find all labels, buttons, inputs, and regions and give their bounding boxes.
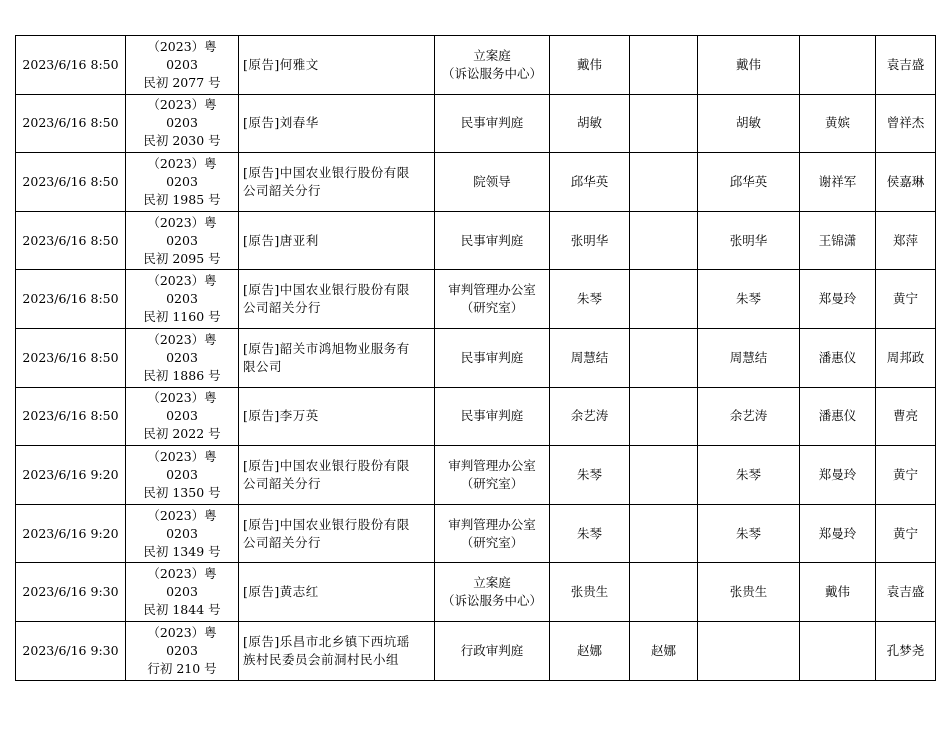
presiding-judge-cell: 余艺涛 [698, 387, 800, 446]
hearing-time-cell: 2023/6/16 9:20 [16, 446, 126, 505]
panel-member-cell: 戴伟 [800, 563, 876, 622]
case-number-line2: 民初 2077 号 [143, 74, 221, 90]
table-row [16, 446, 936, 505]
department-line1: 审判管理办公室 [448, 282, 536, 298]
department-line2: （诉讼服务中心） [441, 65, 542, 81]
table-row [16, 94, 936, 153]
department-cell [435, 94, 550, 153]
presiding-judge-cell: 朱琴 [698, 270, 800, 329]
presiding-judge-cell [698, 621, 800, 680]
party-cell [239, 387, 435, 446]
department-line2: （研究室） [460, 475, 524, 491]
panel-member-cell: 郑曼玲 [800, 504, 876, 563]
case-number-line2: 民初 1985 号 [143, 191, 221, 207]
case-number-line2: 民初 1350 号 [143, 484, 221, 500]
panel-member-cell: 郑曼玲 [800, 270, 876, 329]
judge-cell: 朱琴 [550, 504, 630, 563]
department-line1: 立案庭 [473, 47, 511, 63]
department-line1: 民事审判庭 [460, 349, 524, 365]
party-line1: [原告]韶关市鸿旭物业服务有 [243, 340, 410, 356]
case-number-line2: 行初 210 号 [147, 660, 217, 676]
extra-judge-cell [630, 387, 698, 446]
case-number-cell [126, 328, 239, 387]
department-cell [435, 563, 550, 622]
hearing-schedule-table [15, 35, 936, 681]
department-cell [435, 211, 550, 270]
case-number-line2: 民初 2030 号 [143, 133, 221, 149]
judge-cell: 张贵生 [550, 563, 630, 622]
panel-member-cell [800, 621, 876, 680]
extra-judge-cell [630, 446, 698, 505]
case-number-cell [126, 270, 239, 329]
table-row [16, 563, 936, 622]
department-cell [435, 36, 550, 95]
extra-judge-cell [630, 270, 698, 329]
clerk-cell: 黄宁 [876, 270, 936, 329]
party-line1: [原告]李万英 [243, 408, 319, 424]
judge-cell: 胡敏 [550, 94, 630, 153]
hearing-time-cell: 2023/6/16 8:50 [16, 387, 126, 446]
table-row [16, 621, 936, 680]
panel-member-cell: 郑曼玲 [800, 446, 876, 505]
department-line2: （诉讼服务中心） [441, 593, 542, 609]
case-number-cell [126, 621, 239, 680]
clerk-cell: 袁吉盛 [876, 563, 936, 622]
panel-member-cell: 潘惠仪 [800, 328, 876, 387]
case-number-cell [126, 153, 239, 212]
clerk-cell: 侯嘉琳 [876, 153, 936, 212]
case-number-line2: 民初 1886 号 [143, 367, 221, 383]
party-line1: [原告]唐亚利 [243, 232, 319, 248]
party-line1: [原告]中国农业银行股份有限 [243, 164, 410, 180]
case-number-line2: 民初 2022 号 [143, 426, 221, 442]
judge-cell: 余艺涛 [550, 387, 630, 446]
case-number-line1: （2023）粤 0203 [147, 448, 217, 482]
case-number-cell [126, 94, 239, 153]
hearing-time-cell: 2023/6/16 9:30 [16, 563, 126, 622]
department-line2: （研究室） [460, 300, 524, 316]
department-line1: 院领导 [473, 173, 511, 189]
judge-cell: 张明华 [550, 211, 630, 270]
case-number-line1: （2023）粤 0203 [147, 155, 217, 189]
hearing-time-cell: 2023/6/16 8:50 [16, 153, 126, 212]
case-number-line1: （2023）粤 0203 [147, 331, 217, 365]
extra-judge-cell [630, 94, 698, 153]
table-row [16, 153, 936, 212]
case-number-line1: （2023）粤 0203 [147, 273, 217, 307]
party-line2: 公司韶关分行 [243, 300, 322, 316]
department-cell [435, 446, 550, 505]
extra-judge-cell [630, 328, 698, 387]
judge-cell: 朱琴 [550, 270, 630, 329]
party-cell [239, 563, 435, 622]
clerk-cell: 黄宁 [876, 446, 936, 505]
party-cell [239, 94, 435, 153]
presiding-judge-cell: 朱琴 [698, 504, 800, 563]
clerk-cell: 曹亮 [876, 387, 936, 446]
department-line1: 立案庭 [473, 575, 511, 591]
judge-cell: 赵娜 [550, 621, 630, 680]
extra-judge-cell [630, 36, 698, 95]
party-cell [239, 621, 435, 680]
department-line1: 民事审判庭 [460, 232, 524, 248]
extra-judge-cell [630, 504, 698, 563]
case-number-cell [126, 211, 239, 270]
party-line1: [原告]刘春华 [243, 115, 319, 131]
panel-member-cell: 黄嫔 [800, 94, 876, 153]
presiding-judge-cell: 张明华 [698, 211, 800, 270]
judge-cell: 戴伟 [550, 36, 630, 95]
extra-judge-cell [630, 563, 698, 622]
hearing-time-cell: 2023/6/16 8:50 [16, 270, 126, 329]
party-line2: 公司韶关分行 [243, 182, 322, 198]
hearing-time-cell: 2023/6/16 8:50 [16, 328, 126, 387]
department-line1: 行政审判庭 [460, 642, 524, 658]
case-number-cell [126, 36, 239, 95]
hearing-time-cell: 2023/6/16 8:50 [16, 211, 126, 270]
party-line1: [原告]黄志红 [243, 584, 319, 600]
hearing-time-cell: 2023/6/16 8:50 [16, 94, 126, 153]
case-number-line1: （2023）粤 0203 [147, 507, 217, 541]
party-line1: [原告]何雅文 [243, 56, 319, 72]
department-cell [435, 328, 550, 387]
party-line1: [原告]中国农业银行股份有限 [243, 457, 410, 473]
department-line1: 审判管理办公室 [448, 457, 536, 473]
party-cell [239, 504, 435, 563]
case-number-line1: （2023）粤 0203 [147, 624, 217, 658]
judge-cell: 朱琴 [550, 446, 630, 505]
department-cell [435, 621, 550, 680]
table-row [16, 211, 936, 270]
table-row [16, 504, 936, 563]
party-line1: [原告]中国农业银行股份有限 [243, 282, 410, 298]
table-row [16, 328, 936, 387]
clerk-cell: 孔梦尧 [876, 621, 936, 680]
clerk-cell: 袁吉盛 [876, 36, 936, 95]
table-row [16, 36, 936, 95]
hearing-schedule-body [16, 36, 936, 681]
case-number-cell [126, 446, 239, 505]
judge-cell: 周慧结 [550, 328, 630, 387]
party-line1: [原告]中国农业银行股份有限 [243, 516, 410, 532]
party-cell [239, 211, 435, 270]
party-cell [239, 328, 435, 387]
table-row [16, 387, 936, 446]
presiding-judge-cell: 周慧结 [698, 328, 800, 387]
party-line2: 公司韶关分行 [243, 475, 322, 491]
panel-member-cell: 谢祥军 [800, 153, 876, 212]
case-number-line1: （2023）粤 0203 [147, 38, 217, 72]
department-line1: 民事审判庭 [460, 408, 524, 424]
case-number-line1: （2023）粤 0203 [147, 390, 217, 424]
table-row [16, 270, 936, 329]
party-line1: [原告]乐昌市北乡镇下西坑瑶 [243, 633, 410, 649]
case-number-cell [126, 504, 239, 563]
presiding-judge-cell: 张贵生 [698, 563, 800, 622]
case-number-line2: 民初 1349 号 [143, 543, 221, 559]
department-line2: （研究室） [460, 534, 524, 550]
department-cell [435, 153, 550, 212]
party-line2: 公司韶关分行 [243, 534, 322, 550]
clerk-cell: 郑萍 [876, 211, 936, 270]
presiding-judge-cell: 朱琴 [698, 446, 800, 505]
presiding-judge-cell: 戴伟 [698, 36, 800, 95]
party-cell [239, 36, 435, 95]
case-number-line1: （2023）粤 0203 [147, 566, 217, 600]
party-cell [239, 446, 435, 505]
department-cell [435, 504, 550, 563]
presiding-judge-cell: 邱华英 [698, 153, 800, 212]
presiding-judge-cell: 胡敏 [698, 94, 800, 153]
case-number-line2: 民初 2095 号 [143, 250, 221, 266]
hearing-time-cell: 2023/6/16 9:20 [16, 504, 126, 563]
hearing-time-cell: 2023/6/16 8:50 [16, 36, 126, 95]
department-cell [435, 387, 550, 446]
panel-member-cell: 王锦潇 [800, 211, 876, 270]
case-number-line1: （2023）粤 0203 [147, 214, 217, 248]
panel-member-cell: 潘惠仪 [800, 387, 876, 446]
hearing-time-cell: 2023/6/16 9:30 [16, 621, 126, 680]
clerk-cell: 曾祥杰 [876, 94, 936, 153]
party-line2: 限公司 [243, 358, 283, 374]
case-number-line1: （2023）粤 0203 [147, 97, 217, 131]
department-cell [435, 270, 550, 329]
department-line1: 民事审判庭 [460, 115, 524, 131]
extra-judge-cell: 赵娜 [630, 621, 698, 680]
extra-judge-cell [630, 153, 698, 212]
party-cell [239, 270, 435, 329]
clerk-cell: 黄宁 [876, 504, 936, 563]
panel-member-cell [800, 36, 876, 95]
case-number-line2: 民初 1160 号 [143, 309, 221, 325]
party-cell [239, 153, 435, 212]
party-line2: 族村民委员会前洞村民小组 [243, 651, 400, 667]
extra-judge-cell [630, 211, 698, 270]
case-number-cell [126, 563, 239, 622]
department-line1: 审判管理办公室 [448, 516, 536, 532]
judge-cell: 邱华英 [550, 153, 630, 212]
clerk-cell: 周邦政 [876, 328, 936, 387]
case-number-cell [126, 387, 239, 446]
case-number-line2: 民初 1844 号 [143, 602, 221, 618]
